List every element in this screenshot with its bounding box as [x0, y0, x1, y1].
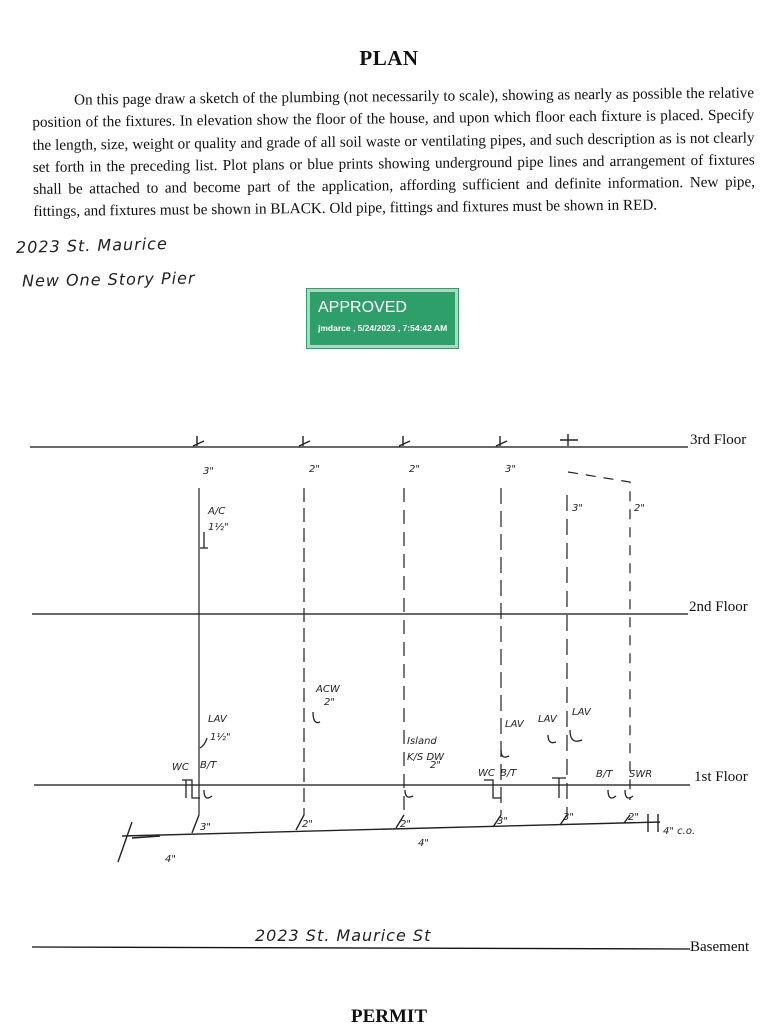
handwritten-bottom-address: 2023 St. Maurice St [255, 926, 432, 945]
handwritten-address: 2023 St. Maurice [15, 234, 169, 257]
swr-trap [608, 790, 633, 798]
tub-label: B/T [200, 760, 217, 771]
stack-size-5: 3" [572, 503, 583, 514]
acw-label: ACW [316, 684, 340, 695]
tub-label-2: B/T [500, 768, 517, 779]
wc-label: WC [172, 762, 189, 773]
permit-heading: PERMIT [351, 1006, 427, 1027]
stack-size-3: 2" [409, 464, 420, 475]
lav-label: LAV [208, 714, 227, 725]
floor-label-3rd: 3rd Floor [690, 432, 747, 448]
stack-size-1: 3" [203, 466, 214, 477]
island-label: Island [407, 736, 437, 747]
lav-trap-2 [501, 750, 509, 757]
wc-fixture [182, 780, 200, 798]
stamp-detail: jmdarce , 5/24/2023 , 7:54:42 AM [318, 323, 448, 333]
tub-trap-2 [552, 778, 566, 798]
lav-trap-3 [548, 730, 582, 743]
branch-size-4: 3" [497, 816, 508, 827]
stamp-status: APPROVED [318, 299, 407, 316]
lav-label-2: LAV [505, 719, 524, 730]
ac-size: 1½" [208, 522, 229, 533]
vent-cap-4 [496, 436, 507, 446]
branch-size-5: 3" [563, 812, 574, 823]
vent-cap-2 [299, 436, 310, 446]
instructions-text: On this page draw a sketch of the plumbing (not necessarily to scale), showing as nearly as possible the relative position of the fixtures. In elevation show the floor of the house, and upon which floor each fixture is placed. Specify the length, size, weight or quality and grade of all soil waste or ventilating pipes, and such description as is not clearly set forth in the preceding list. Plot plans or blue prints showing underground pipe lines and arrangement of fixtures shall be attached to and become part of the application, affording sufficient and definite information. New pipe, fittings, and fixtures must be shown in BLACK. Old pipe, fittings and fixtures must be shown in RED. [32, 84, 756, 221]
acw-size: 2" [324, 697, 335, 708]
vent-cap-1 [193, 436, 204, 446]
main-size-1: 4" [165, 854, 176, 865]
island-size: 2" [430, 760, 441, 771]
lav-size: 1½" [210, 732, 231, 743]
branch-size-2: 2" [302, 819, 313, 830]
drain-cap [118, 822, 160, 862]
stack-size-4: 3" [505, 464, 516, 475]
page-title: PLAN [359, 46, 419, 70]
floor-label-2nd: 2nd Floor [689, 599, 748, 615]
cleanout-label: 4" c.o. [663, 826, 696, 837]
wc-fixture-2 [484, 780, 501, 798]
wc-label-2: WC [478, 768, 495, 779]
acw-trap [313, 712, 320, 723]
stack-size-6: 2" [634, 503, 645, 514]
handwritten-description: New One Story Pier [21, 268, 196, 291]
basement-line [32, 947, 690, 949]
lav-trap [200, 738, 207, 748]
branch-1 [192, 815, 199, 833]
floor-label-basement: Basement [690, 939, 750, 955]
tub-label-3: B/T [596, 769, 613, 780]
cleanout [648, 814, 658, 832]
island-ks-dw: K/S DW [407, 752, 445, 763]
stack-6 [568, 472, 630, 800]
swr-label: SWR [629, 769, 653, 780]
branch-size-6: 2" [628, 812, 639, 823]
island-trap [405, 790, 413, 797]
ac-trap [200, 532, 208, 548]
vent-cap-3 [399, 436, 410, 446]
stack-size-2: 2" [309, 464, 320, 475]
branch-size-3: 2" [400, 819, 411, 830]
ac-label: A/C [208, 506, 226, 517]
vent-cap-5 [560, 434, 578, 446]
main-size-2: 4" [418, 838, 429, 849]
floor-label-1st: 1st Floor [694, 769, 748, 785]
lav-label-3: LAV [538, 714, 557, 725]
lav-label-4: LAV [572, 707, 591, 718]
tub-trap [204, 790, 212, 798]
branch-size-1: 3" [200, 822, 211, 833]
